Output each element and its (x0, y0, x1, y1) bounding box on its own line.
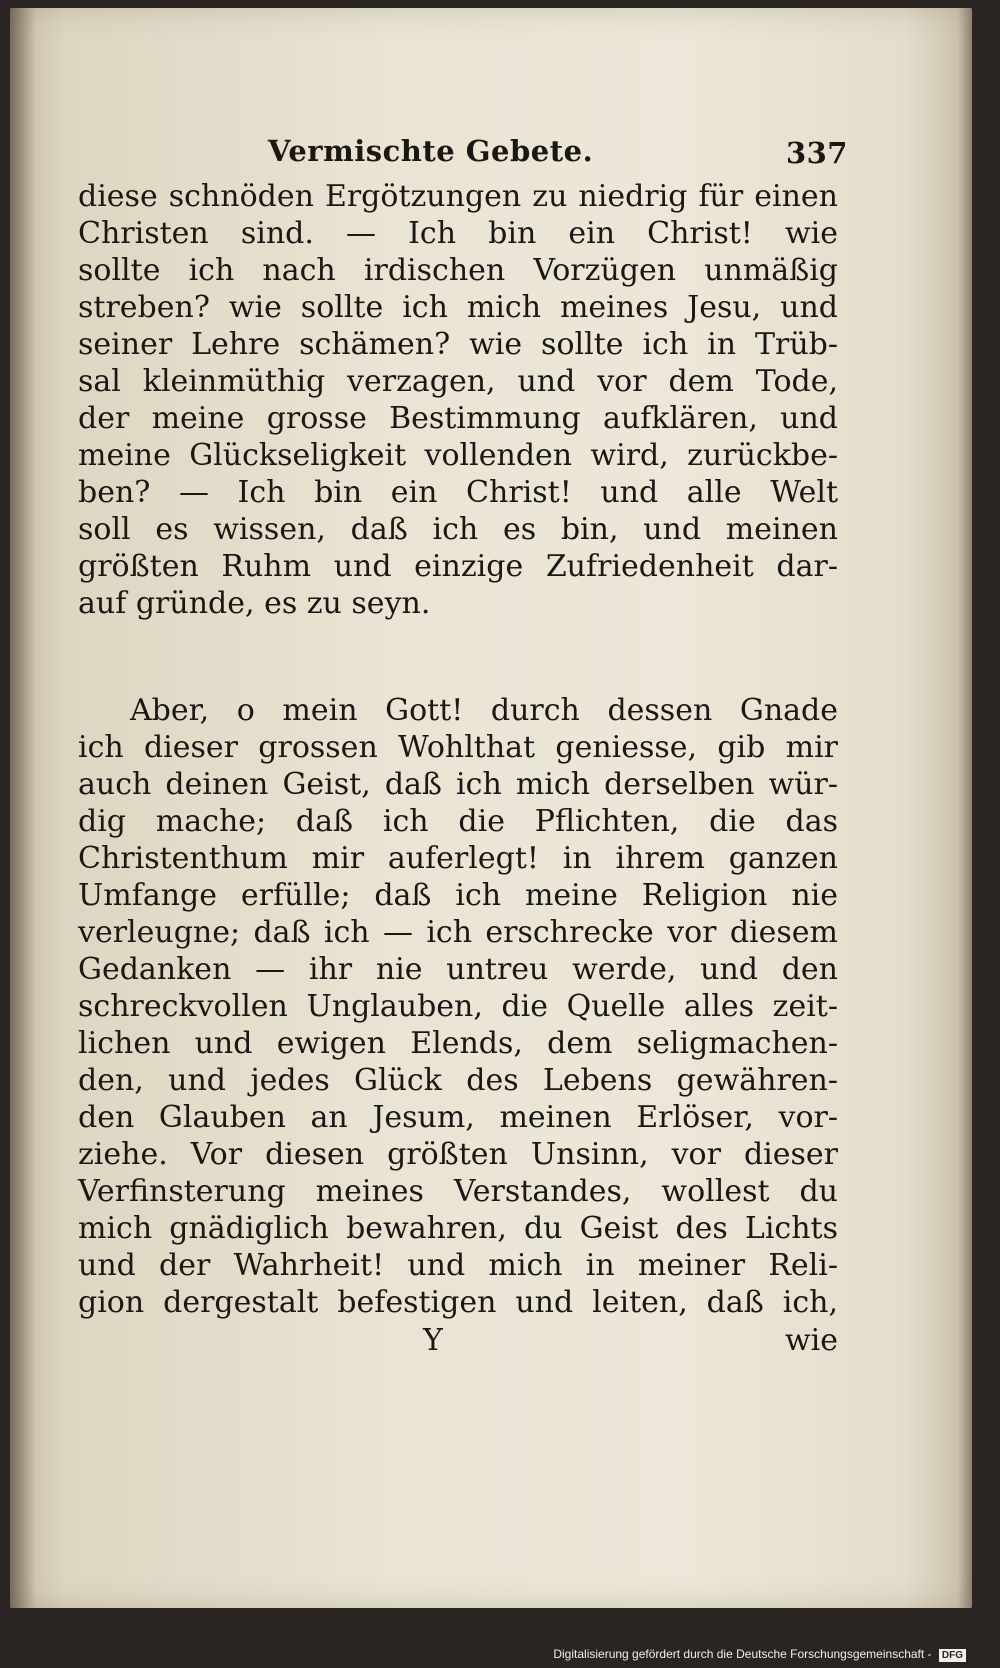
text-line: sollte ich nach irdischen Vorzügen unmäßig (78, 253, 838, 288)
text-line: ziehe. Vor diesen größten Unsinn, vor dieser (78, 1137, 838, 1172)
text-line: meine Glückseligkeit vollenden wird, zurückbe- (78, 438, 838, 473)
text-line: Christenthum mir auferlegt! in ihrem ganzen (78, 841, 838, 876)
text-line: lichen und ewigen Elends, dem seligmachen- (78, 1026, 838, 1061)
text-line: Gedanken — ihr nie untreu werde, und den (78, 952, 838, 987)
text-line: Umfange erfülle; daß ich meine Religion nie (78, 878, 838, 913)
paragraph-gap (78, 622, 838, 692)
text-line: sal kleinmüthig verzagen, und vor dem Tode, (78, 364, 838, 399)
page-footer (78, 1323, 838, 1360)
text-line: ben? — Ich bin ein Christ! und alle Welt (78, 475, 838, 510)
digitization-credit (553, 1647, 966, 1662)
binding-shadow (10, 8, 36, 1608)
text-line: gion dergestalt befestigen und leiten, daß ich, (78, 1285, 838, 1320)
paragraph-1 (78, 178, 838, 622)
catchword: wie (784, 1323, 838, 1358)
text-line: seiner Lehre schämen? wie sollte ich in Trüb- (78, 327, 838, 362)
text-line: diese schnöden Ergötzungen zu niedrig für einen (78, 179, 838, 214)
text-line: auf gründe, es zu seyn. (78, 586, 431, 621)
text-line: Christen sind. — Ich bin ein Christ! wie (78, 216, 838, 251)
text-line: auch deinen Geist, daß ich mich derselben wür- (78, 767, 838, 802)
signature-mark: Y (423, 1323, 443, 1358)
text-line: soll es wissen, daß ich es bin, und meinen (78, 512, 838, 547)
book-page (10, 8, 972, 1608)
text-block (78, 134, 848, 1360)
page-edge (958, 8, 972, 1608)
text-line: mich gnädiglich bewahren, du Geist des Lichts (78, 1211, 838, 1246)
text-line: der meine grosse Bestimmung aufklären, und (78, 401, 838, 436)
text-line: dig mache; daß ich die Pflichten, die das (78, 804, 838, 839)
text-line: schreckvollen Unglauben, die Quelle alles zeit- (78, 989, 838, 1024)
paragraph-2 (78, 692, 838, 1321)
running-header (78, 134, 848, 178)
running-title: Vermischte Gebete. (268, 134, 594, 168)
credit-text: Digitalisierung gefördert durch die Deutsche Forschungsgemeinschaft - (553, 1647, 932, 1661)
page-number: 337 (785, 136, 848, 170)
dfg-logo: DFG (939, 1649, 966, 1662)
text-line: verleugne; daß ich — ich erschrecke vor diesem (78, 915, 838, 950)
text-line: ich dieser grossen Wohlthat geniesse, gib mir (78, 730, 838, 765)
text-line: größten Ruhm und einzige Zufriedenheit dar- (78, 549, 838, 584)
text-line: den Glauben an Jesum, meinen Erlöser, vor- (78, 1100, 838, 1135)
text-line: den, und jedes Glück des Lebens gewähren- (78, 1063, 838, 1098)
text-line: und der Wahrheit! und mich in meiner Reli- (78, 1248, 838, 1283)
text-line: Verfinsterung meines Verstandes, wollest du (78, 1174, 838, 1209)
text-line: streben? wie sollte ich mich meines Jesu, und (78, 290, 838, 325)
text-line: Aber, o mein Gott! durch dessen Gnade (130, 693, 838, 728)
